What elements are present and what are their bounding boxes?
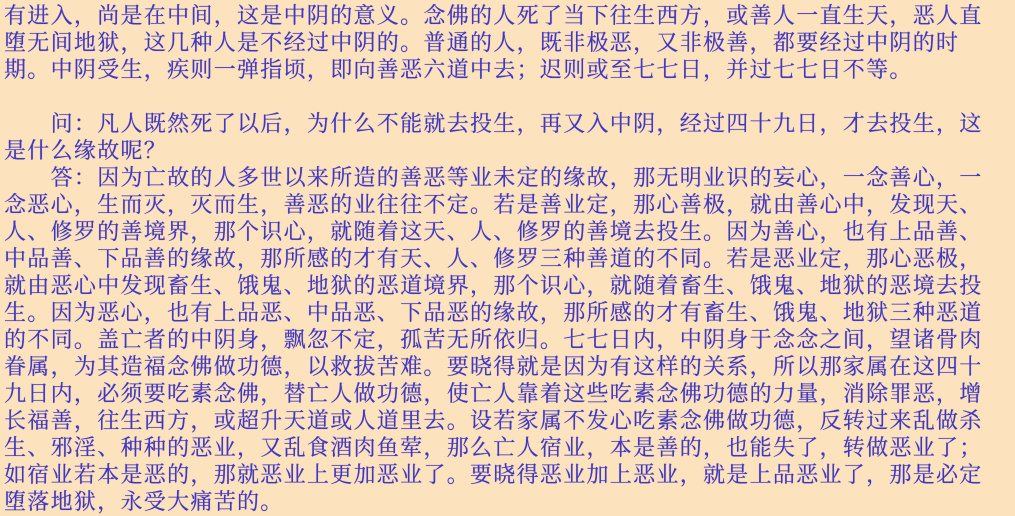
text-line: 答：因为亡故的人多世以来所造的善恶等业未定的缘故，那无明业识的妄心，一念善心，一 xyxy=(4,166,983,191)
text-line: 人、修罗的善境界，那个识心，就随着这天、人、修罗的善境去投生。因为善心，也有上品善、 xyxy=(4,220,983,245)
text-line: 是什么缘故呢？ xyxy=(4,139,168,164)
text-line-blank xyxy=(4,84,1013,111)
text-line: 堕落地狱，永受大痛苦的。 xyxy=(4,490,284,515)
text-line: 期。中阴受生，疾则一弹指顷，即向善恶六道中去；迟则或至七七日，并过七七日不等。 xyxy=(4,58,913,83)
text-line: 九日内，必须要吃素念佛，替亡人做功德，使亡人靠着这些吃素念佛功德的力量，消除罪恶，增 xyxy=(4,382,983,407)
text-line: 念恶心，生而灭，灭而生，善恶的业往往不定。若是善业定，那心善极，就由善心中，发现天、 xyxy=(4,193,983,218)
text-line: 问：凡人既然死了以后，为什么不能就去投生，再又入中阴，经过四十九日，才去投生，这 xyxy=(4,112,983,137)
text-line: 有进入，尚是在中间，这是中阴的意义。念佛的人死了当下往生西方，或善人一直生天，恶人直 xyxy=(4,4,983,29)
text-line: 的不同。盖亡者的中阴身，飘忽不定，孤苦无所依归。七七日内，中阴身于念念之间，望诸骨肉 xyxy=(4,328,983,353)
text-line: 如宿业若本是恶的，那就恶业上更加恶业了。要晓得恶业加上恶业，就是上品恶业了，那是必定 xyxy=(4,463,983,488)
text-line: 中品善、下品善的缘故，那所感的才有天、人、修罗三种善道的不同。若是恶业定，那心恶极， xyxy=(4,247,983,272)
text-line: 眷属，为其造福念佛做功德，以救拔苦难。要晓得就是因为有这样的关系，所以那家属在这四十 xyxy=(4,355,983,380)
text-line: 生。因为恶心，也有上品恶、中品恶、下品恶的缘故，那所感的才有畜生、饿鬼、地狱三种恶道 xyxy=(4,301,983,326)
text-line: 就由恶心中发现畜生、饿鬼、地狱的恶道境界，那个识心，就随着畜生、饿鬼、地狱的恶境去投 xyxy=(4,274,983,299)
text-line: 长福善，往生西方，或超升天道或人道里去。设若家属不发心吃素念佛做功德，反转过来乱做杀 xyxy=(4,409,983,434)
text-line: 堕无间地狱，这几种人是不经过中阴的。普通的人，既非极恶，又非极善，都要经过中阴的时 xyxy=(4,31,960,56)
text-line: 生、邪淫、种种的恶业，又乱食酒肉鱼荤，那么亡人宿业，本是善的，也能失了，转做恶业了； xyxy=(4,436,983,461)
